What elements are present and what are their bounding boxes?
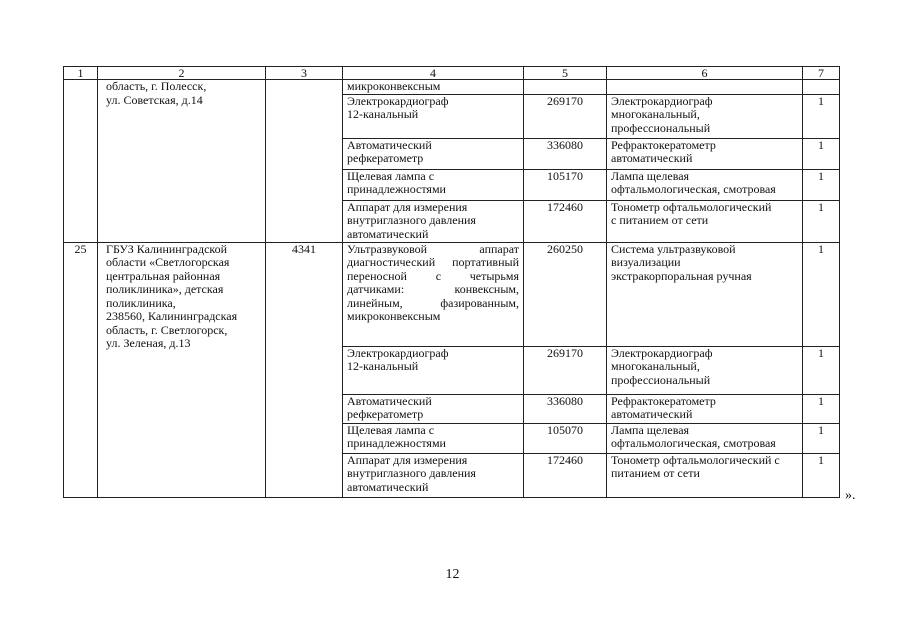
closing-quote: ». <box>845 488 856 503</box>
equipment-name-cell: Электрокардиограф 12-канальный <box>343 346 524 394</box>
organization-cell: область, г. Полесск, ул. Советская, д.14 <box>98 80 266 243</box>
equipment-description-cell: Рефрактокератометр автоматический <box>607 138 803 169</box>
equipment-description-cell: Тонометр офтальмологический с питанием от сети <box>607 453 803 497</box>
equipment-code-cell: 336080 <box>524 138 607 169</box>
quantity-cell: 1 <box>803 242 840 346</box>
equipment-description-cell: Система ультразвуковой визуализации экстракорпоральная ручная <box>607 242 803 346</box>
column-number: 1 <box>64 67 98 80</box>
quantity-cell: 1 <box>803 346 840 394</box>
equipment-code-cell: 336080 <box>524 394 607 423</box>
equipment-name-cell: Аппарат для измерения внутриглазного давления автоматический <box>343 200 524 242</box>
column-number: 4 <box>343 67 524 80</box>
quantity-cell: 1 <box>803 453 840 497</box>
organization-cell: ГБУЗ Калининградской области «Светлогорская центральная районная поликлиника», детская поликлиника, 238560, Калининградская область, г. Светлогорск, ул. Зеленая, д.13 <box>98 242 266 497</box>
table-row <box>64 242 840 346</box>
equipment-name-cell: Аппарат для измерения внутриглазного давления автоматический <box>343 453 524 497</box>
equipment-code-cell: 260250 <box>524 242 607 346</box>
equipment-table <box>63 66 840 498</box>
quantity-cell: 1 <box>803 94 840 138</box>
code-cell: 4341 <box>266 242 343 497</box>
equipment-code-cell: 105070 <box>524 423 607 453</box>
column-number-row <box>64 67 840 80</box>
equipment-description-cell: Электрокардиограф многоканальный, профессиональный <box>607 346 803 394</box>
equipment-name-cell: Щелевая лампа с принадлежностями <box>343 169 524 200</box>
code-cell <box>266 80 343 243</box>
row-number <box>64 80 98 243</box>
quantity-cell: 1 <box>803 169 840 200</box>
quantity-cell: 1 <box>803 200 840 242</box>
equipment-name-cell: Электрокардиограф 12-канальный <box>343 94 524 138</box>
quantity-cell: 1 <box>803 423 840 453</box>
column-number: 6 <box>607 67 803 80</box>
equipment-description-cell: Электрокардиограф многоканальный, профессиональный <box>607 94 803 138</box>
column-number: 3 <box>266 67 343 80</box>
page-number: 12 <box>445 567 460 582</box>
equipment-name-cell: Автоматический рефкератометр <box>343 138 524 169</box>
equipment-code-cell: 172460 <box>524 453 607 497</box>
equipment-code-cell: 105170 <box>524 169 607 200</box>
equipment-name-cell: Автоматический рефкератометр <box>343 394 524 423</box>
equipment-description-cell <box>607 80 803 95</box>
row-number: 25 <box>64 242 98 497</box>
equipment-code-cell <box>524 80 607 95</box>
column-number: 2 <box>98 67 266 80</box>
equipment-description-cell: Рефрактокератометр автоматический <box>607 394 803 423</box>
equipment-code-cell: 172460 <box>524 200 607 242</box>
quantity-cell: 1 <box>803 138 840 169</box>
equipment-name-cell: микроконвексным <box>343 80 524 95</box>
equipment-name-cell: Щелевая лампа с принадлежностями <box>343 423 524 453</box>
table-row <box>64 80 840 95</box>
equipment-code-cell: 269170 <box>524 346 607 394</box>
quantity-cell <box>803 80 840 95</box>
equipment-description-cell: Лампа щелевая офтальмологическая, смотровая <box>607 423 803 453</box>
equipment-description-cell: Тонометр офтальмологический с питанием от сети <box>607 200 803 242</box>
equipment-description-cell: Лампа щелевая офтальмологическая, смотровая <box>607 169 803 200</box>
column-number: 7 <box>803 67 840 80</box>
column-number: 5 <box>524 67 607 80</box>
equipment-code-cell: 269170 <box>524 94 607 138</box>
equipment-name-cell: Ультразвуковой аппарат диагностический портативный переносной с четырьмя датчиками: конвексным, линейным, фазированным, микроконвексным <box>343 242 524 346</box>
quantity-cell: 1 <box>803 394 840 423</box>
